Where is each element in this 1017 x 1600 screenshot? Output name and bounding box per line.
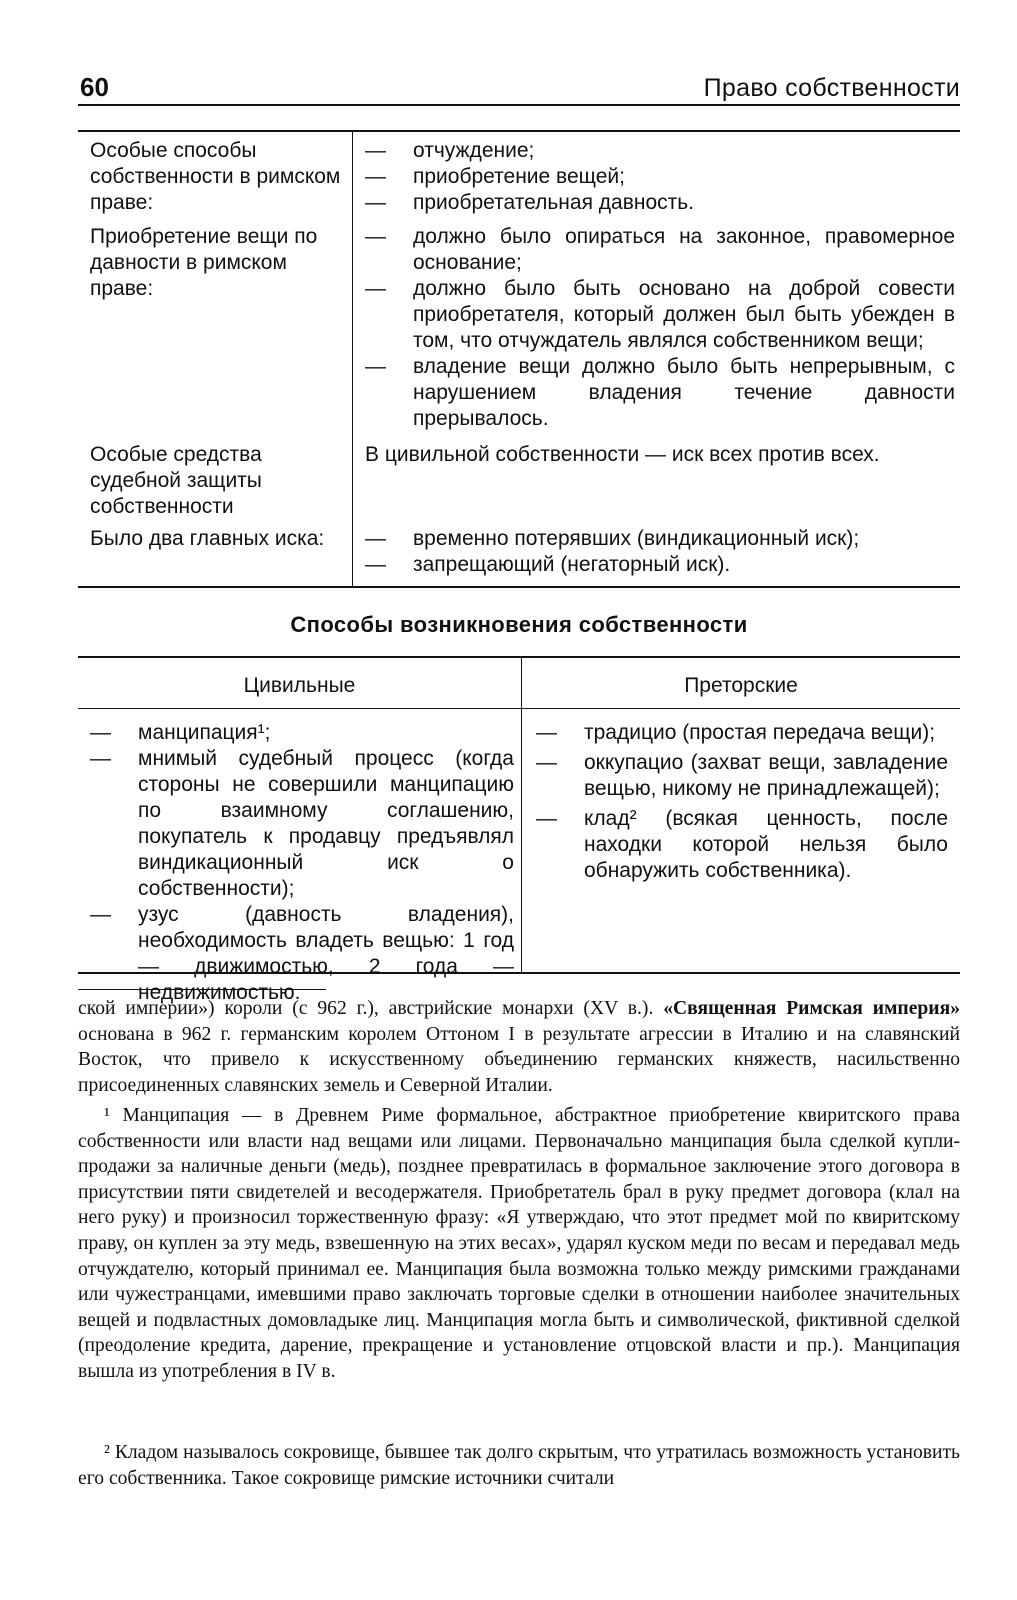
list-item: — узус (давность владения), необходимость владеть вещью: 1 год — движимостью, 2 года — недвижимостью. bbox=[90, 903, 514, 1004]
table-header-divider bbox=[78, 708, 960, 709]
ownership-origins-table bbox=[78, 656, 960, 1004]
footnote-separator bbox=[78, 989, 326, 990]
column-praetorian bbox=[536, 720, 948, 884]
list-item: — отчуждение; bbox=[365, 139, 535, 162]
table-column-divider bbox=[352, 132, 353, 586]
table-row-term: Приобретение вещи по давности в римском праве: bbox=[90, 225, 318, 300]
list-item: — приобретательная давность. bbox=[365, 191, 695, 214]
table-title: Способы возникновения собственности bbox=[290, 612, 748, 637]
ownership-methods-table bbox=[78, 130, 960, 588]
table-row-text: В цивильной собственности — иск всех против всех. bbox=[365, 443, 880, 466]
table-row-items bbox=[365, 138, 955, 216]
column-header-praetorian: Преторские bbox=[684, 674, 798, 697]
list-item: — оккупацио (захват вещи, завладение вещью, никому не принадлежащей); bbox=[536, 751, 948, 800]
list-item: — временно потерявших (виндикационный иск); bbox=[365, 527, 860, 550]
list-item: — приобретение вещей; bbox=[365, 165, 625, 188]
table-row-items bbox=[365, 526, 955, 578]
list-item: — владение вещи должно было быть непрерывным, с нарушением владения течение давности прерывалось. bbox=[365, 355, 955, 430]
list-item: — запрещающий (негаторный иск). bbox=[365, 553, 731, 576]
footnote-1: ¹ Манципация — в Древнем Риме формальное, абстрактное приобретение квиритского права собственности или власти над вещами или лицами. Первоначально манципация была сделкой купли-продажи за наличные деньги (медь), позднее превратилась в формальное заключение этого договора в присутствии пяти свидетелей и весодержателя. Приобретатель брал в руку предмет договора (клал на него руку) и произносил торжественную фразу: «Я утверждаю, что этот предмет мой по квиритскому праву, он куплен за эту медь, взвешенную на этих весах», ударял куском меди по весам и передавал медь отчуждателю, который принимал ее. Манципация была возможна только между римскими гражданами или чужестранцами, имевшими право заключать торговые сделки в отношении наиболее значительных вещей и подвластных домовладыке лиц. Манципация могла быть и символической, фиктивной сделкой (преодоление кредита, дарение, прекращение и установление отцовской власти и пр.). Манципация вышла из употребления в IV в. bbox=[78, 1105, 960, 1382]
list-item: — должно было быть основано на доброй совести приобретателя, который должен был быть убежден в том, что отчуждатель являлся собственником вещи; bbox=[365, 277, 955, 352]
list-item: — мнимый судебный процесс (когда стороны не совершили манципацию по взаимному соглашению, покупатель к продавцу предъявлял виндикационный иск о собственности); bbox=[90, 747, 514, 900]
page-number: 60 bbox=[80, 72, 109, 102]
section-title: Право собственности bbox=[703, 74, 960, 102]
footnote-2: ² Кладом называлось сокровище, бывшее так долго скрытым, что утратилась возможность установить его собственника. Такое сокровище римские источники считали bbox=[78, 1442, 960, 1489]
list-item: — должно было опираться на законное, правомерное основание; bbox=[365, 225, 955, 274]
column-header-civil: Цивильные bbox=[243, 674, 356, 697]
list-item: — клад² (всякая ценность, после находки которой нельзя было обнаружить собственника). bbox=[536, 807, 948, 882]
footnote-continuation: ской империи») короли (с 962 г.), австрийские монархи (XV в.). «Священная Римская империя» основана в 962 г. германским королем Оттоном I в результате агрессии в Италию и на славянский Восток, что привело к искусственному объединению германских княжеств, насильственно присоединенных славянских земель и Северной Италии. bbox=[78, 998, 960, 1096]
list-item: — манципация¹; bbox=[90, 721, 271, 744]
table-row-term: Особые средства судебной защиты собственности bbox=[90, 443, 262, 518]
table-column-divider bbox=[521, 658, 522, 972]
table-row-term: Особые способы собственности в римском праве: bbox=[90, 139, 341, 214]
bold-term: «Священная Римская империя» bbox=[663, 998, 960, 1019]
column-civil bbox=[90, 720, 514, 1006]
table-row-term: Было два главных иска: bbox=[90, 527, 325, 550]
table-row-items bbox=[365, 224, 955, 432]
list-item: — традицио (простая передача вещи); bbox=[536, 721, 936, 744]
running-head bbox=[78, 72, 960, 106]
